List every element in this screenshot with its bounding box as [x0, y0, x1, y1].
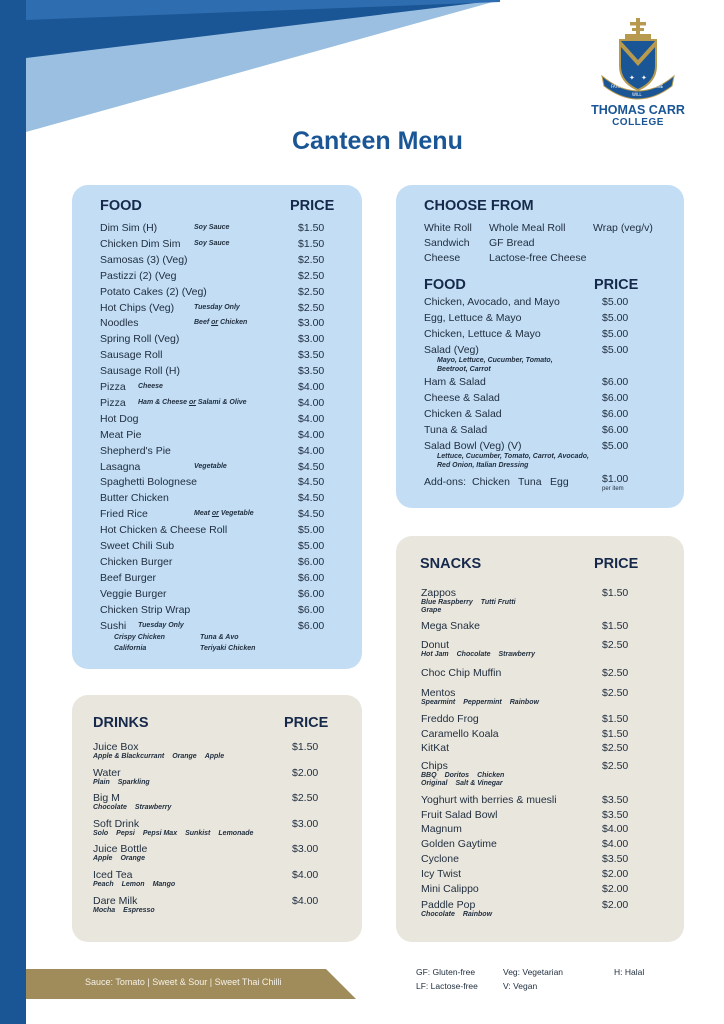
drink-option: Solo — [93, 830, 109, 837]
drink-option: Pepsi Max — [142, 830, 178, 837]
sauce-options: Sauce: Tomato | Sweet & Sour | Sweet Thai Chilli — [85, 977, 282, 987]
bread-option: Whole Meal Roll — [489, 222, 566, 234]
drink-item-price: $3.00 — [292, 843, 319, 855]
snack-option: Rainbow — [462, 911, 493, 918]
hot-food-item-price: $1.50 — [298, 238, 325, 250]
snack-item-options — [421, 607, 449, 615]
hot-food-item-price: $6.00 — [298, 572, 325, 584]
hot-food-item-price: $2.50 — [298, 286, 325, 298]
snacks-price-heading: PRICE — [594, 556, 639, 572]
drink-option: Mango — [152, 881, 176, 888]
legend-item: LF: Lactose-free — [416, 981, 478, 991]
hot-food-item-name: Chicken Burger — [100, 556, 173, 568]
hot-food-item-note: Beef or Chicken — [194, 319, 248, 326]
hot-food-item-note: Soy Sauce — [194, 240, 230, 247]
hot-food-item-name: Potato Cakes (2) (Veg) — [100, 286, 207, 298]
hot-food-item-note: Soy Sauce — [194, 224, 230, 231]
snack-option: Strawberry — [498, 651, 536, 658]
hot-food-item-name: Beef Burger — [100, 572, 157, 584]
drink-item-options — [93, 830, 261, 838]
hot-food-item-price: $6.00 — [298, 620, 325, 632]
hot-food-item-name: Pizza — [100, 381, 126, 393]
hot-food-item-price: $3.00 — [298, 317, 325, 329]
snack-item-name: Golden Gaytime — [421, 838, 497, 850]
logo-subtitle: COLLEGE — [612, 117, 664, 128]
snack-item-name: Freddo Frog — [421, 713, 479, 725]
snack-item-options — [421, 651, 543, 659]
addon-price: $1.00 — [602, 473, 629, 485]
snack-option: BBQ — [421, 772, 437, 779]
hot-food-item-name: Spring Roll (Veg) — [100, 333, 180, 345]
snack-item-price: $3.50 — [602, 794, 629, 806]
snack-item-price: $2.50 — [602, 687, 629, 699]
drink-option: Apple & Blackcurrant — [93, 753, 165, 760]
drink-item-name: Dare Milk — [93, 895, 138, 907]
hot-food-item-name: Butter Chicken — [100, 492, 169, 504]
cold-food-item-name: Tuna & Salad — [424, 424, 488, 436]
drink-option: Strawberry — [134, 804, 172, 811]
snack-item-name: Fruit Salad Bowl — [421, 809, 498, 821]
hot-food-item-note: Tuesday Only — [138, 622, 184, 629]
snack-option: Blue Raspberry — [421, 599, 473, 606]
hot-food-item-price: $6.00 — [298, 588, 325, 600]
drink-item-options — [93, 907, 163, 915]
hot-food-item-name: Pizza — [100, 397, 126, 409]
hot-food-item-note: Cheese — [138, 383, 163, 390]
sushi-option: Tuna & Avo — [200, 634, 239, 641]
hot-food-item-name: Shepherd's Pie — [100, 445, 171, 457]
drink-option: Mocha — [93, 907, 116, 914]
snack-item-price: $1.50 — [602, 620, 629, 632]
page-title: Canteen Menu — [292, 127, 463, 155]
addon-option: Chicken — [472, 476, 510, 488]
hot-food-item-price: $6.00 — [298, 556, 325, 568]
hot-food-item-price: $3.00 — [298, 333, 325, 345]
hot-food-item-name: Sweet Chili Sub — [100, 540, 175, 552]
drink-option: Sparkling — [117, 779, 150, 786]
hot-food-item-price: $2.50 — [298, 270, 325, 282]
snack-item-price: $1.50 — [602, 713, 629, 725]
bread-option: Sandwich — [424, 237, 470, 249]
hot-food-item-price: $5.00 — [298, 540, 325, 552]
snack-item-price: $2.50 — [602, 639, 629, 651]
hot-food-item-name: Fried Rice — [100, 508, 148, 520]
snack-item-price: $2.00 — [602, 883, 629, 895]
hot-food-item-name: Spaghetti Bolognese — [100, 476, 197, 488]
hot-food-item-note: Vegetable — [194, 463, 227, 470]
snack-option: Spearmint — [421, 699, 456, 706]
snack-item-name: Choc Chip Muffin — [421, 667, 502, 679]
drink-item-options — [93, 753, 232, 761]
hot-food-item-name: Hot Chips (Veg) — [100, 302, 175, 314]
snack-item-name: Caramello Koala — [421, 728, 499, 740]
cold-food-item-desc: Mayo, Lettuce, Cucumber, Tomato, — [437, 357, 553, 364]
bread-option: Lactose-free Cheese — [489, 252, 587, 264]
snack-option: Original — [421, 780, 448, 787]
cold-food-item-price: $5.00 — [602, 328, 629, 340]
snack-item-name: Mentos — [421, 687, 456, 699]
hot-food-item-price: $4.50 — [298, 476, 325, 488]
snack-item-price: $2.00 — [602, 868, 629, 880]
cold-food-item-price: $5.00 — [602, 312, 629, 324]
snack-item-price: $4.00 — [602, 838, 629, 850]
cold-food-item-price: $6.00 — [602, 424, 629, 436]
legend-item: V: Vegan — [503, 981, 538, 991]
sushi-option: California — [114, 645, 147, 652]
drink-item-name: Juice Bottle — [93, 843, 148, 855]
addon-option: Tuna — [518, 476, 542, 488]
snack-item-price: $2.50 — [602, 742, 629, 754]
snack-item-options — [421, 772, 512, 780]
cold-food-item-price: $5.00 — [602, 440, 629, 452]
drink-option: Sunkist — [185, 830, 211, 837]
snack-option: Chocolate — [456, 651, 491, 658]
drink-item-name: Juice Box — [93, 741, 139, 753]
snack-item-price: $1.50 — [602, 587, 629, 599]
hot-food-item-price: $4.50 — [298, 492, 325, 504]
drink-item-options — [93, 881, 183, 889]
motto-right: SHINE — [651, 84, 664, 89]
snack-item-name: Zappos — [421, 587, 457, 599]
left-accent-bar — [0, 0, 26, 1024]
cold-food-item-desc: Lettuce, Cucumber, Tomato, Carrot, Avocado, — [437, 453, 589, 460]
bread-option: White Roll — [424, 222, 472, 234]
snack-item-price: $2.00 — [602, 899, 629, 911]
snack-item-name: Paddle Pop — [421, 899, 476, 911]
hot-food-item-name: Noodles — [100, 317, 139, 329]
drink-item-price: $4.00 — [292, 869, 319, 881]
cold-food-item-name: Salad (Veg) — [424, 344, 479, 356]
snack-item-options — [421, 780, 511, 788]
sushi-option: Teriyaki Chicken — [200, 645, 256, 652]
drink-option: Apple — [93, 855, 113, 862]
drinks-heading: DRINKS — [93, 715, 149, 731]
hot-food-price-heading: PRICE — [290, 198, 335, 214]
snack-option: Rainbow — [509, 699, 539, 706]
drink-item-price: $2.00 — [292, 767, 319, 779]
bread-option: Wrap (veg/v) — [593, 222, 653, 234]
drink-item-options — [93, 779, 158, 787]
snack-option: Chocolate — [421, 911, 455, 918]
hot-food-item-name: Meat Pie — [100, 429, 142, 441]
drink-option: Pepsi — [116, 830, 135, 837]
snack-option: Hot Jam — [421, 651, 449, 658]
cold-food-item-name: Chicken, Lettuce & Mayo — [424, 328, 541, 340]
drink-option: Lemonade — [218, 830, 254, 837]
cold-food-item-desc: Beetroot, Carrot — [437, 366, 491, 373]
hot-food-item-price: $2.50 — [298, 302, 325, 314]
cold-food-item-price: $6.00 — [602, 392, 629, 404]
cold-food-item-price: $6.00 — [602, 408, 629, 420]
drink-item-price: $4.00 — [292, 895, 319, 907]
cold-food-item-price: $5.00 — [602, 344, 629, 356]
addon-price-note: per item — [602, 486, 624, 492]
drink-option: Orange — [172, 753, 197, 760]
legend-item: H: Halal — [614, 967, 645, 977]
hot-food-item-note: Meat or Vegetable — [194, 510, 254, 517]
snack-item-price: $3.50 — [602, 809, 629, 821]
sushi-option: Crispy Chicken — [114, 634, 165, 641]
snack-item-name: KitKat — [421, 742, 450, 754]
drink-option: Apple — [204, 753, 225, 760]
drink-option: Espresso — [123, 907, 155, 914]
hot-food-item-price: $3.50 — [298, 349, 325, 361]
hot-food-item-price: $4.00 — [298, 381, 325, 393]
drink-item-options — [93, 804, 179, 812]
bread-option: GF Bread — [489, 237, 535, 249]
hot-food-item-name: Sausage Roll — [100, 349, 163, 361]
snack-item-name: Yoghurt with berries & muesli — [421, 794, 557, 806]
drink-item-name: Iced Tea — [93, 869, 133, 881]
snack-option: Tutti Frutti — [480, 599, 516, 606]
hot-food-item-price: $4.50 — [298, 461, 325, 473]
cold-food-heading: FOOD — [424, 277, 466, 293]
snack-item-name: Magnum — [421, 823, 462, 835]
cold-food-item-price: $5.00 — [602, 296, 629, 308]
snack-item-name: Donut — [421, 639, 450, 651]
hot-food-item-price: $4.00 — [298, 397, 325, 409]
cold-food-price-heading: PRICE — [594, 277, 639, 293]
drink-option: Peach — [93, 881, 114, 888]
bread-option: Cheese — [424, 252, 461, 264]
snack-option: Salt & Vinegar — [455, 780, 503, 787]
svg-text:✦: ✦ — [629, 74, 635, 82]
snack-option: Grape — [421, 607, 442, 614]
legend-item: GF: Gluten-free — [416, 967, 476, 977]
snack-item-name: Mini Calippo — [421, 883, 479, 895]
snack-item-name: Mega Snake — [421, 620, 480, 632]
hot-food-item-name: Pastizzi (2) (Veg — [100, 270, 177, 282]
cold-food-item-name: Salad Bowl (Veg) (V) — [424, 440, 522, 452]
cold-food-item-price: $6.00 — [602, 376, 629, 388]
hot-food-item-name: Veggie Burger — [100, 588, 167, 600]
svg-text:✦: ✦ — [641, 74, 647, 82]
drink-item-name: Big M — [93, 792, 120, 804]
snack-item-price: $1.50 — [602, 728, 629, 740]
drink-item-name: Water — [93, 767, 121, 779]
addons-label: Add-ons: — [424, 476, 467, 488]
drink-item-name: Soft Drink — [93, 818, 140, 830]
hot-food-item-name: Chicken Strip Wrap — [100, 604, 191, 616]
hot-food-item-price: $4.00 — [298, 429, 325, 441]
drink-option: Orange — [120, 855, 145, 862]
cold-food-item-desc: Red Onion, Italian Dressing — [437, 462, 529, 469]
hot-food-item-price: $3.50 — [298, 365, 325, 377]
hot-food-item-price: $4.00 — [298, 445, 325, 457]
motto-left: FAITH — [611, 84, 623, 89]
hot-food-item-price: $4.00 — [298, 413, 325, 425]
hot-food-item-name: Lasagna — [100, 461, 141, 473]
cold-food-item-name: Chicken, Avocado, and Mayo — [424, 296, 560, 308]
snack-option: Doritos — [444, 772, 470, 779]
hot-food-item-name: Hot Dog — [100, 413, 139, 425]
hot-food-item-price: $2.50 — [298, 254, 325, 266]
hot-food-item-name: Sushi — [100, 620, 127, 632]
hot-food-item-name: Chicken Dim Sim — [100, 238, 181, 250]
hot-food-heading: FOOD — [100, 198, 142, 214]
hot-food-item-name: Hot Chicken & Cheese Roll — [100, 524, 228, 536]
hot-food-item-price: $4.50 — [298, 508, 325, 520]
drink-item-options — [93, 855, 153, 863]
hot-food-item-name: Sausage Roll (H) — [100, 365, 180, 377]
hot-food-item-note: Ham & Cheese or Salami & Olive — [138, 399, 247, 406]
drink-option: Plain — [93, 779, 110, 786]
hot-food-item-name: Dim Sim (H) — [100, 222, 158, 234]
snack-item-price: $2.50 — [602, 667, 629, 679]
snacks-heading: SNACKS — [420, 556, 482, 572]
snack-item-name: Cyclone — [421, 853, 459, 865]
cold-food-item-name: Ham & Salad — [424, 376, 486, 388]
legend-item: Veg: Vegetarian — [503, 967, 564, 977]
snack-item-price: $2.50 — [602, 760, 629, 772]
addon-option: Egg — [550, 476, 569, 488]
drink-item-price: $2.50 — [292, 792, 319, 804]
college-logo — [586, 16, 690, 136]
snack-option: Chicken — [477, 772, 505, 779]
drink-option: Lemon — [121, 881, 145, 888]
logo-name: THOMAS CARR — [591, 103, 685, 117]
cold-food-item-name: Chicken & Salad — [424, 408, 502, 420]
cold-food-item-name: Egg, Lettuce & Mayo — [424, 312, 522, 324]
choose-from-heading: CHOOSE FROM — [424, 198, 534, 214]
snack-item-options — [421, 699, 547, 707]
snack-item-name: Icy Twist — [421, 868, 462, 880]
hot-food-item-price: $1.50 — [298, 222, 325, 234]
snack-item-options — [421, 911, 500, 919]
hot-food-item-price: $6.00 — [298, 604, 325, 616]
drink-item-price: $3.00 — [292, 818, 319, 830]
snack-item-price: $3.50 — [602, 853, 629, 865]
crest-icon — [596, 16, 680, 102]
drinks-price-heading: PRICE — [284, 715, 329, 731]
hot-food-item-name: Samosas (3) (Veg) — [100, 254, 188, 266]
snack-item-options — [421, 599, 524, 607]
snack-item-name: Chips — [421, 760, 448, 772]
hot-food-item-note: Tuesday Only — [194, 304, 240, 311]
hot-food-item-price: $5.00 — [298, 524, 325, 536]
cold-food-item-name: Cheese & Salad — [424, 392, 500, 404]
drink-option: Chocolate — [93, 804, 127, 811]
snack-option: Peppermint — [463, 699, 502, 706]
drink-item-price: $1.50 — [292, 741, 319, 753]
snack-item-price: $4.00 — [602, 823, 629, 835]
motto-center: WILL — [632, 92, 642, 97]
